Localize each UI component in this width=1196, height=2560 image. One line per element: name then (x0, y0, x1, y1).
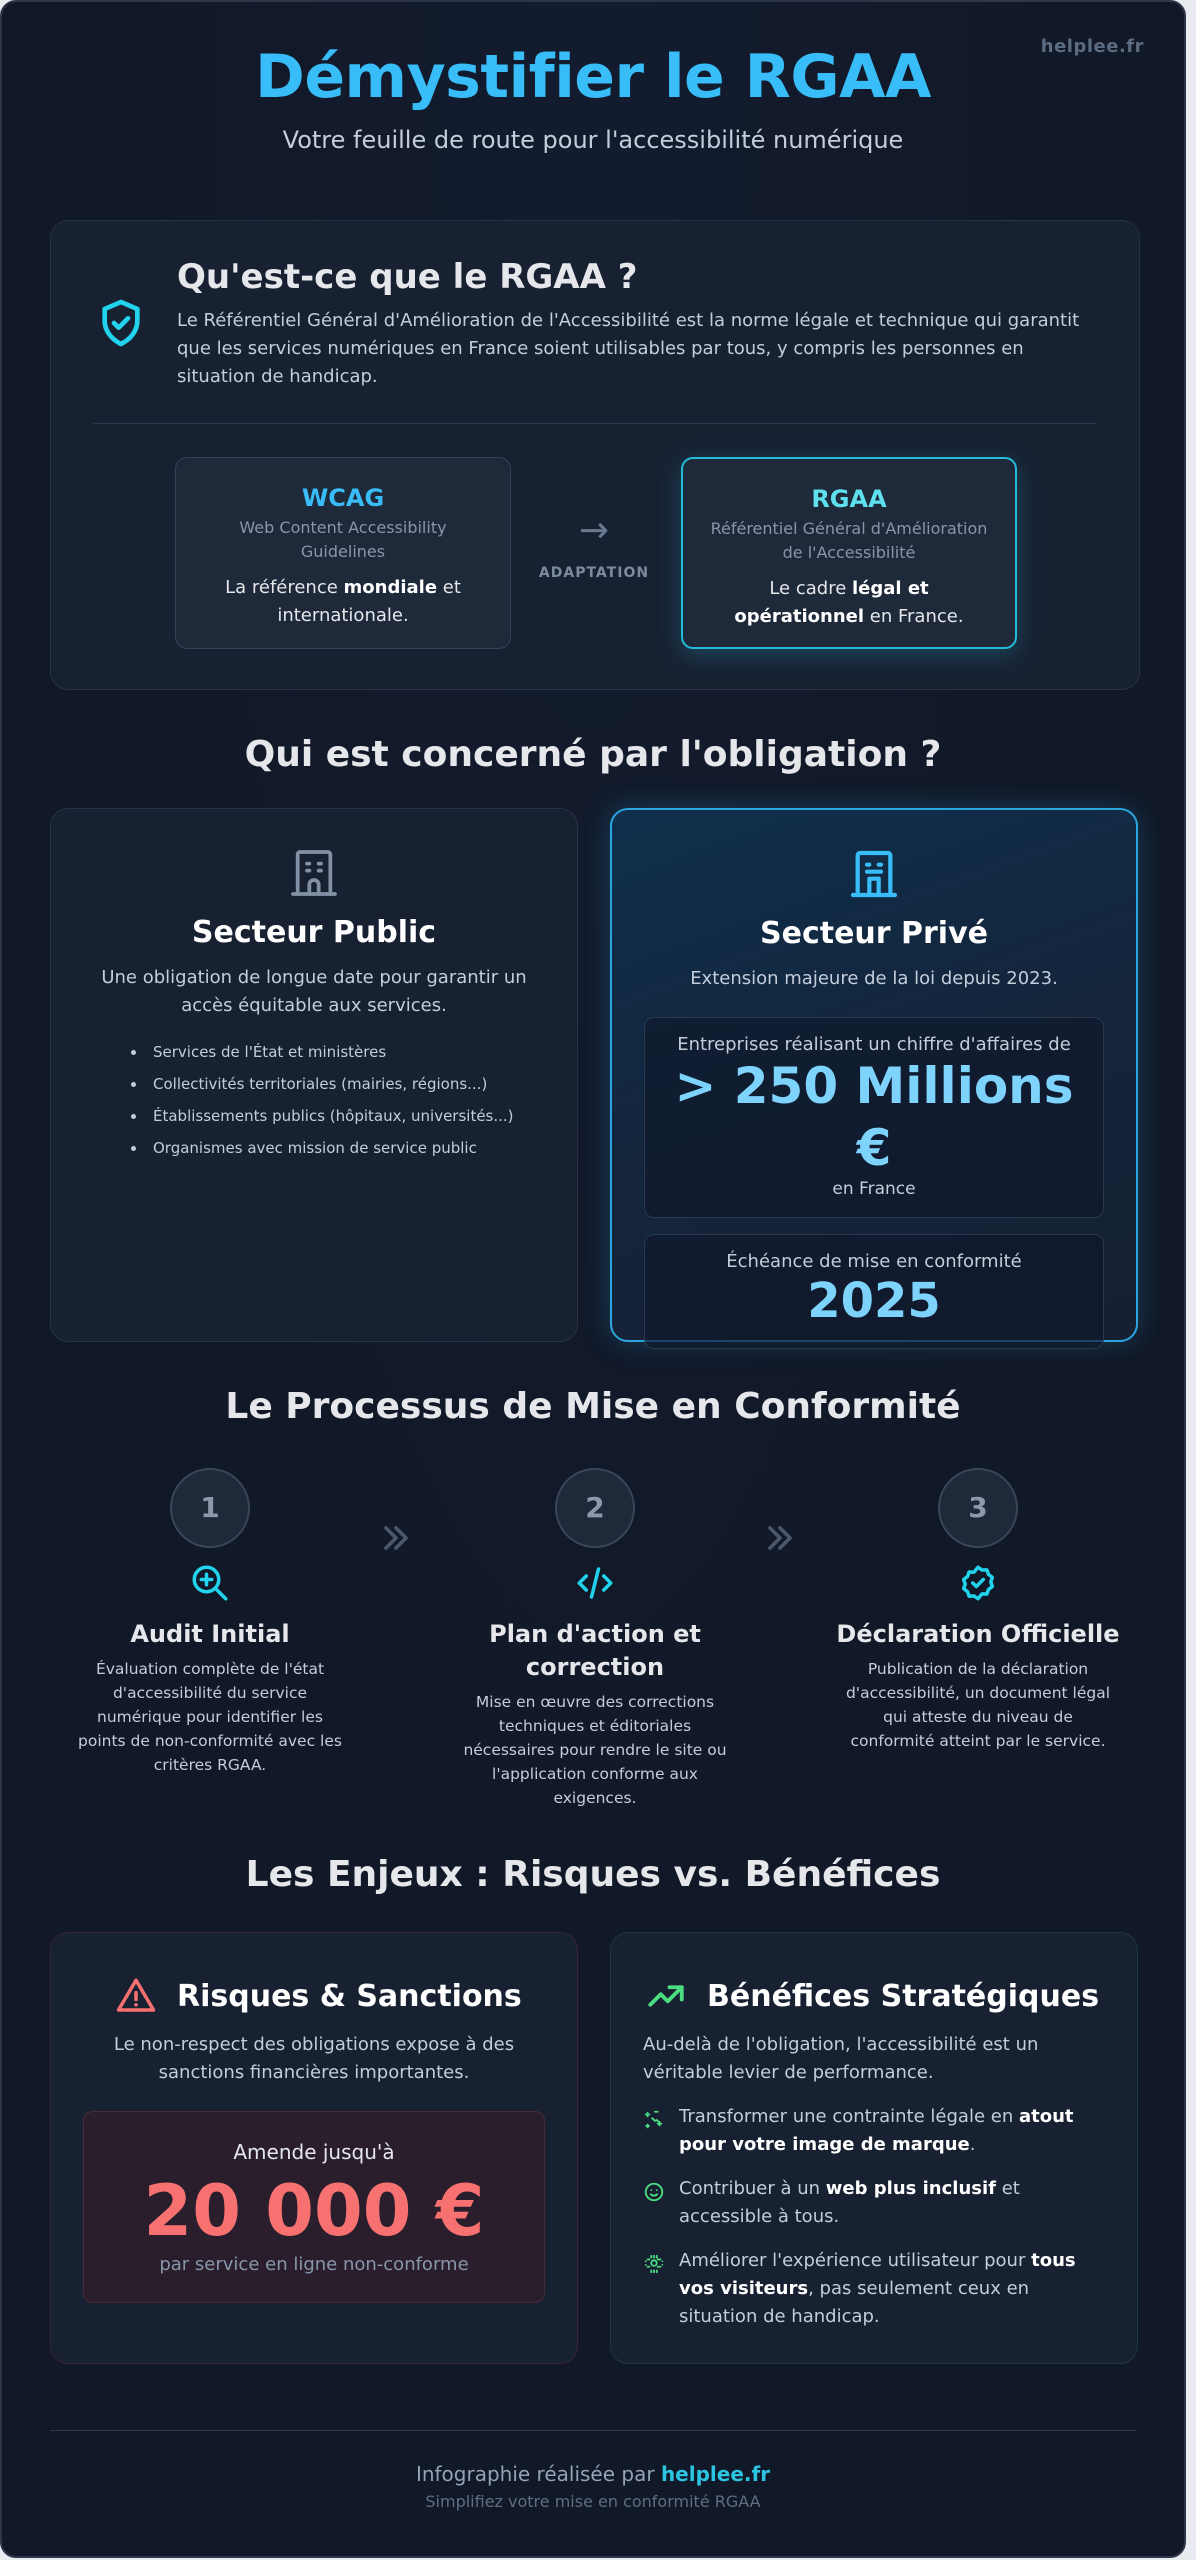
process-heading: Le Processus de Mise en Conformité (225, 1386, 961, 1427)
wcag-name: WCAG (301, 484, 385, 512)
fine-label: Amende jusqu'à (233, 2140, 395, 2164)
process-step-2 (435, 1468, 755, 1810)
footer-credit: Infographie réalisée par helplee.fr (415, 2462, 771, 2486)
private-sector-card (610, 808, 1138, 1342)
trending-up-icon (645, 1975, 687, 2017)
private-sector-title: Secteur Privé (760, 916, 988, 951)
rgaa-name: RGAA (811, 485, 887, 513)
public-sector-card (50, 808, 578, 1342)
badge-check-icon (957, 1562, 999, 1604)
step-title: Déclaration Officielle (836, 1620, 1120, 1648)
benefits-card (610, 1932, 1138, 2364)
public-sector-title: Secteur Public (191, 915, 437, 950)
revenue-threshold-stat (644, 1017, 1104, 1218)
fine-amount: 20 000 € (143, 2170, 485, 2252)
chevrons-right-icon (376, 1518, 416, 1558)
stat-suffix: en France (832, 1179, 916, 1199)
risks-lead: Le non-respect des obligations expose à des sanctions financières importantes. (113, 2034, 515, 2083)
process-step-3 (818, 1468, 1138, 1753)
risks-header (115, 1975, 522, 2017)
adaptation-connector (529, 511, 659, 581)
wcag-description: La référence mondiale et internationale. (225, 577, 461, 626)
list-item: Organismes avec mission de service public (131, 1132, 577, 1164)
public-sector-lead: Une obligation de longue date pour garantir un accès équitable aux services. (101, 967, 527, 1016)
list-item: Contribuer à un web plus inclusif et accessible à tous. (643, 2175, 1097, 2231)
step-title: Plan d'action et correction (489, 1620, 701, 1681)
brand-label: helplee.fr (1040, 36, 1144, 57)
list-item: Services de l'État et ministères (131, 1036, 577, 1068)
list-item: Transformer une contrainte légale en atout pour votre image de marque. (643, 2103, 1097, 2159)
adaptation-label: ADAPTATION (538, 565, 650, 581)
section-heading: Qu'est-ce que le RGAA ? (177, 257, 638, 297)
benefits-header (645, 1975, 1099, 2017)
code-icon (574, 1562, 616, 1604)
rgaa-full-name: Référentiel Général d'Amélioration de l'Accessibilité (710, 519, 988, 562)
deadline-stat (644, 1234, 1104, 1349)
process-step-1 (50, 1468, 370, 1777)
what-is-rgaa-card (50, 220, 1140, 690)
step-description: Publication de la déclaration d'accessibilité, un document légal qui atteste du niveau de conformité atteint par le service. (845, 1660, 1111, 1750)
step-number: 1 (170, 1468, 250, 1548)
footer-tagline: Simplifiez votre mise en conformité RGAA (425, 2492, 761, 2511)
step-description: Évaluation complète de l'état d'accessibilité du service numérique pour identifier les points de non-conformité avec les critères RGAA. (78, 1660, 342, 1774)
page-title: Démystifier le RGAA (255, 42, 931, 112)
private-sector-lead: Extension majeure de la loi depuis 2023. (690, 968, 1058, 989)
chevrons-right-icon (760, 1518, 800, 1558)
step-title: Audit Initial (130, 1620, 290, 1648)
sparkles-icon (643, 2109, 665, 2131)
section-description: Le Référentiel Général d'Amélioration de l'Accessibilité est la norme légale et technique qui garantit que les services numériques en France soient utilisables par tous, y compris les personnes en situation de handicap. (177, 310, 1080, 387)
step-number: 2 (555, 1468, 635, 1548)
building-icon (286, 845, 342, 901)
list-item: Collectivités territoriales (mairies, régions...) (131, 1068, 577, 1100)
shield-check-icon (93, 295, 149, 351)
public-sector-list (131, 1036, 577, 1164)
page-subtitle: Votre feuille de route pour l'accessibilité numérique (282, 126, 904, 154)
zoom-in-icon (189, 1562, 231, 1604)
user-experience-icon (643, 2253, 665, 2275)
fine-note: par service en ligne non-conforme (159, 2254, 469, 2275)
list-item: Établissements publics (hôpitaux, universités...) (131, 1100, 577, 1132)
smile-icon (643, 2181, 665, 2203)
wcag-box (175, 457, 511, 649)
arrow-right-icon: → (578, 510, 610, 551)
stat-value: > 250 Millions € (674, 1057, 1074, 1177)
benefits-lead: Au-delà de l'obligation, l'accessibilité est un véritable levier de performance. (643, 2034, 1039, 2083)
benefits-title: Bénéfices Stratégiques (707, 1978, 1100, 2014)
building-icon (846, 846, 902, 902)
benefits-list (643, 2103, 1097, 2347)
step-description: Mise en œuvre des corrections techniques et éditoriales nécessaires pour rendre le site ou l'application conforme aux exigences. (463, 1693, 727, 1807)
list-item: Améliorer l'expérience utilisateur pour tous vos visiteurs, pas seulement ceux en situation de handicap. (643, 2247, 1097, 2331)
stat-label: Échéance de mise en conformité (726, 1251, 1022, 1272)
footer-brand-link[interactable]: helplee.fr (660, 2462, 771, 2486)
rgaa-description: Le cadre légal et opérationnel en France. (734, 578, 964, 627)
fine-box (83, 2111, 545, 2303)
stakes-heading: Les Enjeux : Risques vs. Bénéfices (245, 1854, 941, 1895)
stat-label: Entreprises réalisant un chiffre d'affaires de (677, 1034, 1071, 1055)
stat-value: 2025 (807, 1273, 941, 1329)
wcag-full-name: Web Content Accessibility Guidelines (239, 518, 447, 561)
warning-icon (115, 1975, 157, 2017)
footer-divider (50, 2430, 1136, 2431)
divider (93, 423, 1097, 424)
risks-card (50, 1932, 578, 2364)
step-number: 3 (938, 1468, 1018, 1548)
concerned-heading: Qui est concerné par l'obligation ? (244, 734, 942, 775)
rgaa-box (681, 457, 1017, 649)
risks-title: Risques & Sanctions (177, 1978, 522, 2014)
